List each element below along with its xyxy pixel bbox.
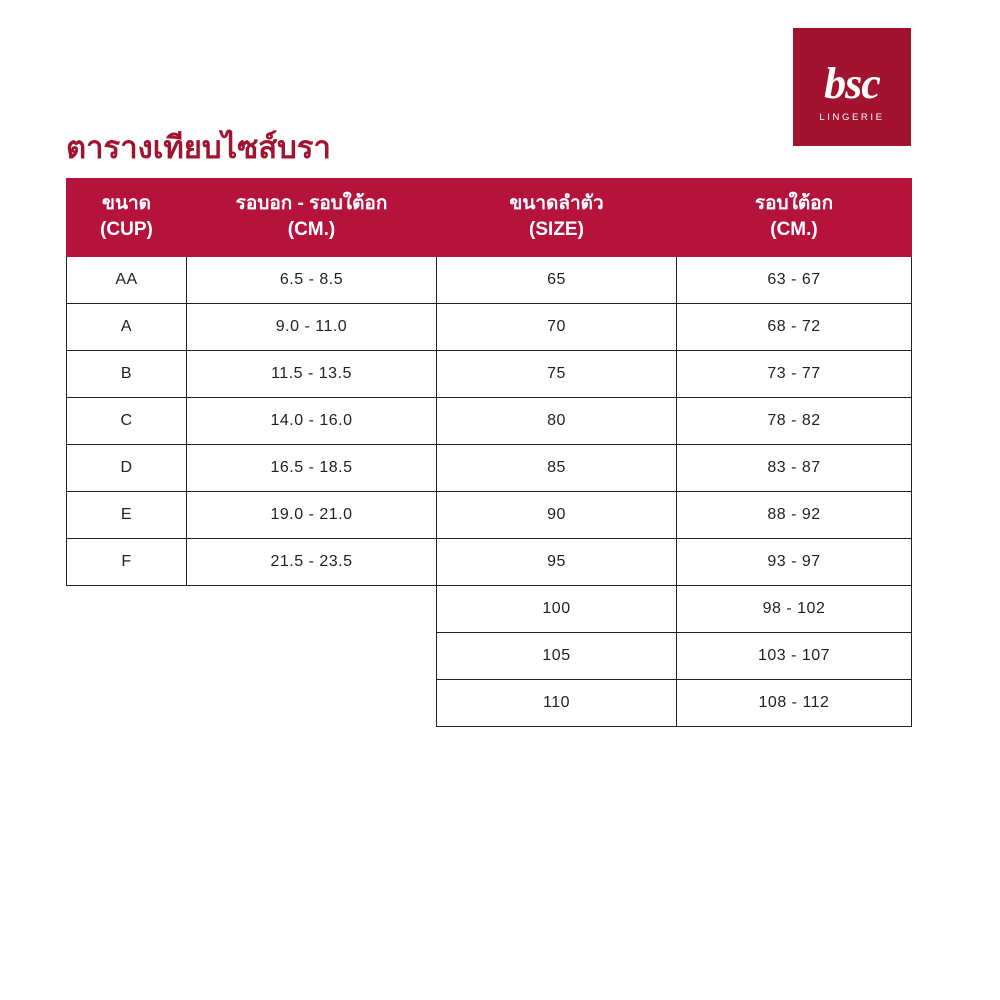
table-row	[67, 492, 912, 539]
cell-empty	[187, 586, 437, 633]
column-header-band-size	[437, 179, 677, 257]
cell-underbust: 108 - 112	[677, 680, 912, 727]
table-row	[67, 586, 912, 633]
cell-band-size: 95	[437, 539, 677, 586]
cell-cup: F	[67, 539, 187, 586]
cell-underbust: 73 - 77	[677, 351, 912, 398]
column-header-bust-difference	[187, 179, 437, 257]
table-row	[67, 633, 912, 680]
cell-bust-difference: 21.5 - 23.5	[187, 539, 437, 586]
bra-size-table	[66, 178, 912, 727]
cell-underbust: 93 - 97	[677, 539, 912, 586]
cell-cup: C	[67, 398, 187, 445]
cell-underbust: 68 - 72	[677, 304, 912, 351]
cell-underbust: 63 - 67	[677, 257, 912, 304]
column-header-bust-difference-line1: รอบอก - รอบใต้อก	[235, 193, 388, 214]
table-row	[67, 445, 912, 492]
column-header-underbust-line2: (CM.)	[770, 218, 818, 240]
column-header-cup	[67, 179, 187, 257]
table-row	[67, 539, 912, 586]
size-chart-container	[66, 178, 911, 727]
cell-bust-difference: 16.5 - 18.5	[187, 445, 437, 492]
cell-band-size: 105	[437, 633, 677, 680]
cell-cup: A	[67, 304, 187, 351]
cell-cup: B	[67, 351, 187, 398]
table-row	[67, 398, 912, 445]
column-header-bust-difference-line2: (CM.)	[287, 218, 336, 240]
table-header-row	[67, 179, 912, 257]
cell-bust-difference: 6.5 - 8.5	[187, 257, 437, 304]
cell-bust-difference: 11.5 - 13.5	[187, 351, 437, 398]
brand-logo-tagline: LINGERIE	[819, 111, 885, 123]
cell-band-size: 75	[437, 351, 677, 398]
cell-underbust: 83 - 87	[677, 445, 912, 492]
table-row	[67, 257, 912, 304]
brand-logo	[793, 28, 911, 146]
column-header-underbust-line1: รอบใต้อก	[754, 193, 834, 214]
cell-empty	[187, 633, 437, 680]
page-title: ตารางเทียบไซส์บรา	[66, 130, 331, 165]
column-header-cup-line1: ขนาด	[102, 193, 151, 214]
cell-band-size: 80	[437, 398, 677, 445]
cell-bust-difference: 19.0 - 21.0	[187, 492, 437, 539]
cell-cup: E	[67, 492, 187, 539]
cell-bust-difference: 14.0 - 16.0	[187, 398, 437, 445]
cell-underbust: 78 - 82	[677, 398, 912, 445]
cell-cup: D	[67, 445, 187, 492]
table-row	[67, 304, 912, 351]
table-row	[67, 351, 912, 398]
cell-underbust: 103 - 107	[677, 633, 912, 680]
brand-logo-wordmark: bsc	[824, 58, 880, 108]
cell-band-size: 90	[437, 492, 677, 539]
column-header-cup-line2: (CUP)	[100, 218, 153, 240]
cell-empty	[67, 633, 187, 680]
cell-band-size: 110	[437, 680, 677, 727]
cell-empty	[67, 680, 187, 727]
column-header-band-size-line2: (SIZE)	[529, 218, 584, 240]
cell-band-size: 100	[437, 586, 677, 633]
cell-band-size: 70	[437, 304, 677, 351]
cell-bust-difference: 9.0 - 11.0	[187, 304, 437, 351]
cell-empty	[187, 680, 437, 727]
cell-band-size: 85	[437, 445, 677, 492]
column-header-band-size-line1: ขนาดลำตัว	[509, 193, 604, 214]
cell-band-size: 65	[437, 257, 677, 304]
cell-underbust: 88 - 92	[677, 492, 912, 539]
column-header-underbust	[677, 179, 912, 257]
cell-cup: AA	[67, 257, 187, 304]
cell-empty	[67, 586, 187, 633]
table-row	[67, 680, 912, 727]
cell-underbust: 98 - 102	[677, 586, 912, 633]
